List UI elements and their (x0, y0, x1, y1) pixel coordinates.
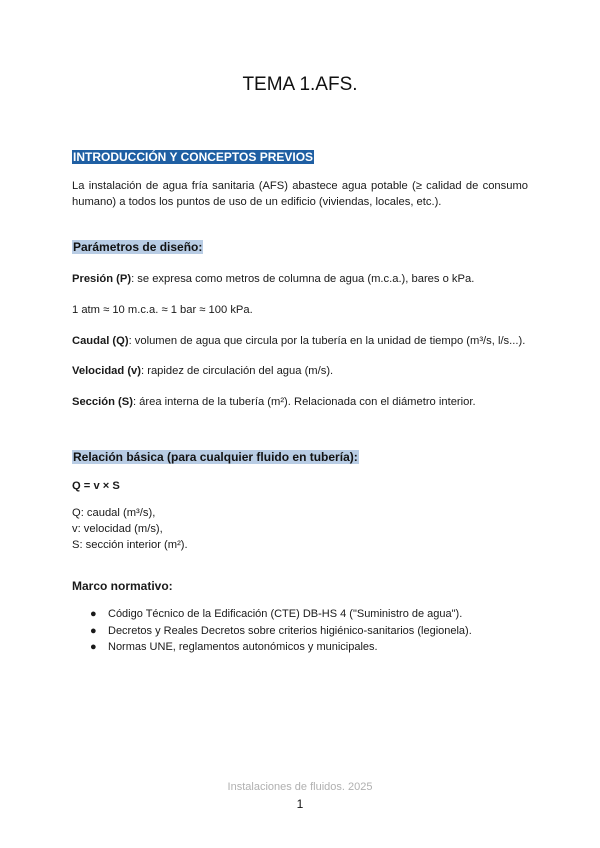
bullet-icon: ● (90, 641, 97, 653)
presion-text: : se expresa como metros de columna de agua (m.c.a.), bares o kPa. (131, 273, 475, 285)
intro-paragraph: La instalación de agua fría sanitaria (AFS) abastece agua potable (≥ calidad de consumo humano) a todos los puntos de uso de un edificio (viviendas, locales, etc.). (72, 180, 528, 208)
params-heading-text: Parámetros de diseño: (73, 240, 203, 254)
marco-heading: Marco normativo: (72, 579, 173, 593)
seccion-text: : área interna de la tubería (m²). Relacionada con el diámetro interior. (132, 396, 476, 408)
marco-item-text: Normas UNE, reglamentos autonómicos y municipales. (108, 641, 378, 653)
caudal-line (72, 333, 528, 349)
relation-line-3: S: sección interior (m²). (72, 539, 188, 551)
list-item (72, 606, 472, 623)
bullet-icon: ● (90, 624, 97, 637)
caudal-term: Caudal (Q) (72, 335, 129, 347)
relation-line-2: v: velocidad (m/s), (72, 523, 163, 535)
relation-heading (72, 450, 359, 464)
velocidad-term: Velocidad (v) (72, 365, 142, 377)
page-footer: Instalaciones de fluidos. 2025 (227, 781, 373, 793)
relation-heading-text: Relación básica (para cualquier fluido en tubería): (73, 450, 358, 464)
marco-item-text: Código Técnico de la Edificación (CTE) DB-HS 4 ("Suministro de agua"). (108, 608, 463, 620)
relation-formula: Q = v × S (72, 480, 120, 492)
velocidad-text: : rapidez de circulación del agua (m/s). (141, 365, 334, 377)
relation-line-1: Q: caudal (m³/s), (72, 507, 156, 519)
presion-line (72, 271, 528, 287)
intro-heading (72, 150, 314, 164)
seccion-term: Sección (S) (72, 396, 133, 408)
intro-heading-text: INTRODUCCIÓN Y CONCEPTOS PREVIOS (73, 150, 314, 164)
params-heading (72, 240, 203, 254)
bullet-icon: ● (90, 608, 97, 620)
presion-term: Presión (P) (72, 273, 132, 285)
marco-list (72, 606, 472, 656)
page-number: 1 (296, 797, 304, 811)
document-title: TEMA 1.AFS. (242, 74, 358, 95)
velocidad-line (72, 363, 528, 379)
list-item (72, 639, 472, 656)
caudal-text: : volumen de agua que circula por la tubería en la unidad de tiempo (m³/s, l/s...). (128, 335, 526, 347)
list-item (72, 623, 472, 640)
equivalence-line: 1 atm ≈ 10 m.c.a. ≈ 1 bar ≈ 100 kPa. (72, 304, 253, 316)
marco-item-text: Decretos y Reales Decretos sobre criterios higiénico-sanitarios (legionela). (108, 624, 472, 637)
seccion-line (72, 394, 528, 410)
